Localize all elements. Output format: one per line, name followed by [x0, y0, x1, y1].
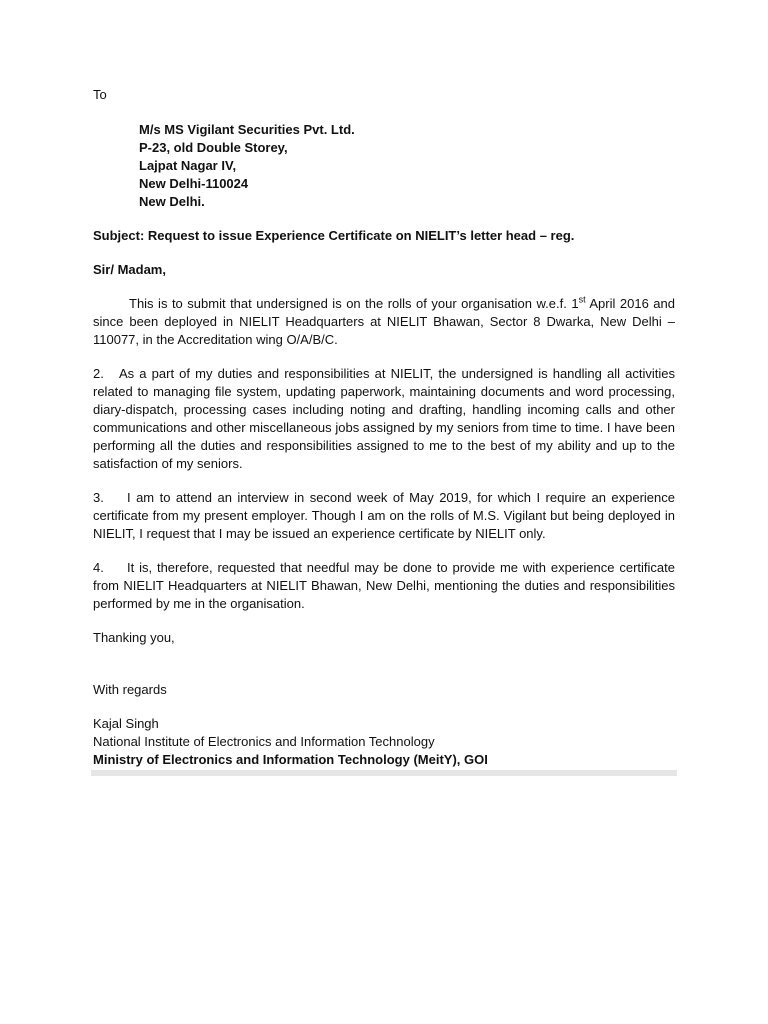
paragraph-4-number: 4.	[93, 560, 104, 575]
paragraph-1-text-b: April 2016 and since been deployed in NIELIT Headquarters at NIELIT Bhawan, Sector 8 Dwarka, New Delhi – 110077, in the Accreditation wing O/A/B/C.	[93, 296, 676, 347]
paragraph-2-text: As a part of my duties and responsibilities at NIELIT, the undersigned is handling all activities related to managing file system, updating paperwork, maintaining documents and word processing, diary-dispatch, processing cases including noting and drafting, handling incoming calls and other communications and other miscellaneous jobs assigned by my seniors from time to time. I have been performing all the duties and responsibilities assigned to me to the best of my ability and up to the satisfaction of my seniors.	[93, 366, 675, 471]
subject-line: Subject: Request to issue Experience Certificate on NIELIT’s letter head – reg.	[93, 228, 575, 243]
paragraph-3	[93, 489, 675, 543]
closing-line: Thanking you,	[93, 630, 175, 645]
paragraph-4	[93, 559, 675, 613]
address-line-city: New Delhi.	[139, 194, 205, 209]
paragraph-3-number: 3.	[93, 490, 104, 505]
paragraph-1	[93, 295, 675, 349]
signature-block	[93, 715, 675, 769]
paragraph-4-text: It is, therefore, requested that needful may be done to provide me with experience certificate from NIELIT Headquarters at NIELIT Bhawan, New Delhi, mentioning the duties and responsibilities performed by me in the organisation.	[93, 560, 675, 611]
to-line: To	[93, 87, 107, 102]
salutation: Sir/ Madam,	[93, 262, 166, 277]
paragraph-2-number: 2.	[93, 366, 104, 381]
paragraph-1-superscript: st	[578, 294, 586, 305]
address-line-city-pin: New Delhi-110024	[139, 176, 249, 191]
paragraph-1-text-a: This is to submit that undersigned is on the rolls of your organisation w.e.f. 1	[129, 296, 579, 311]
signature-divider	[91, 770, 677, 776]
signatory-name: Kajal Singh	[93, 716, 159, 731]
address-line-street: P-23, old Double Storey,	[139, 140, 288, 155]
signatory-ministry: Ministry of Electronics and Information Technology (MeitY), GOI	[93, 752, 488, 767]
recipient-address	[139, 121, 675, 211]
regards-line: With regards	[93, 682, 167, 697]
signatory-institute: National Institute of Electronics and Information Technology	[93, 734, 435, 749]
paragraph-2	[93, 365, 675, 473]
address-line-company: M/s MS Vigilant Securities Pvt. Ltd.	[139, 122, 355, 137]
letter-body	[93, 86, 675, 769]
address-line-locality: Lajpat Nagar IV,	[139, 158, 237, 173]
paragraph-3-text: I am to attend an interview in second week of May 2019, for which I require an experience certificate from my present employer. Though I am on the rolls of M.S. Vigilant but being deployed in NIELIT, I request that I may be issued an experience certificate by NIELIT only.	[93, 490, 675, 541]
